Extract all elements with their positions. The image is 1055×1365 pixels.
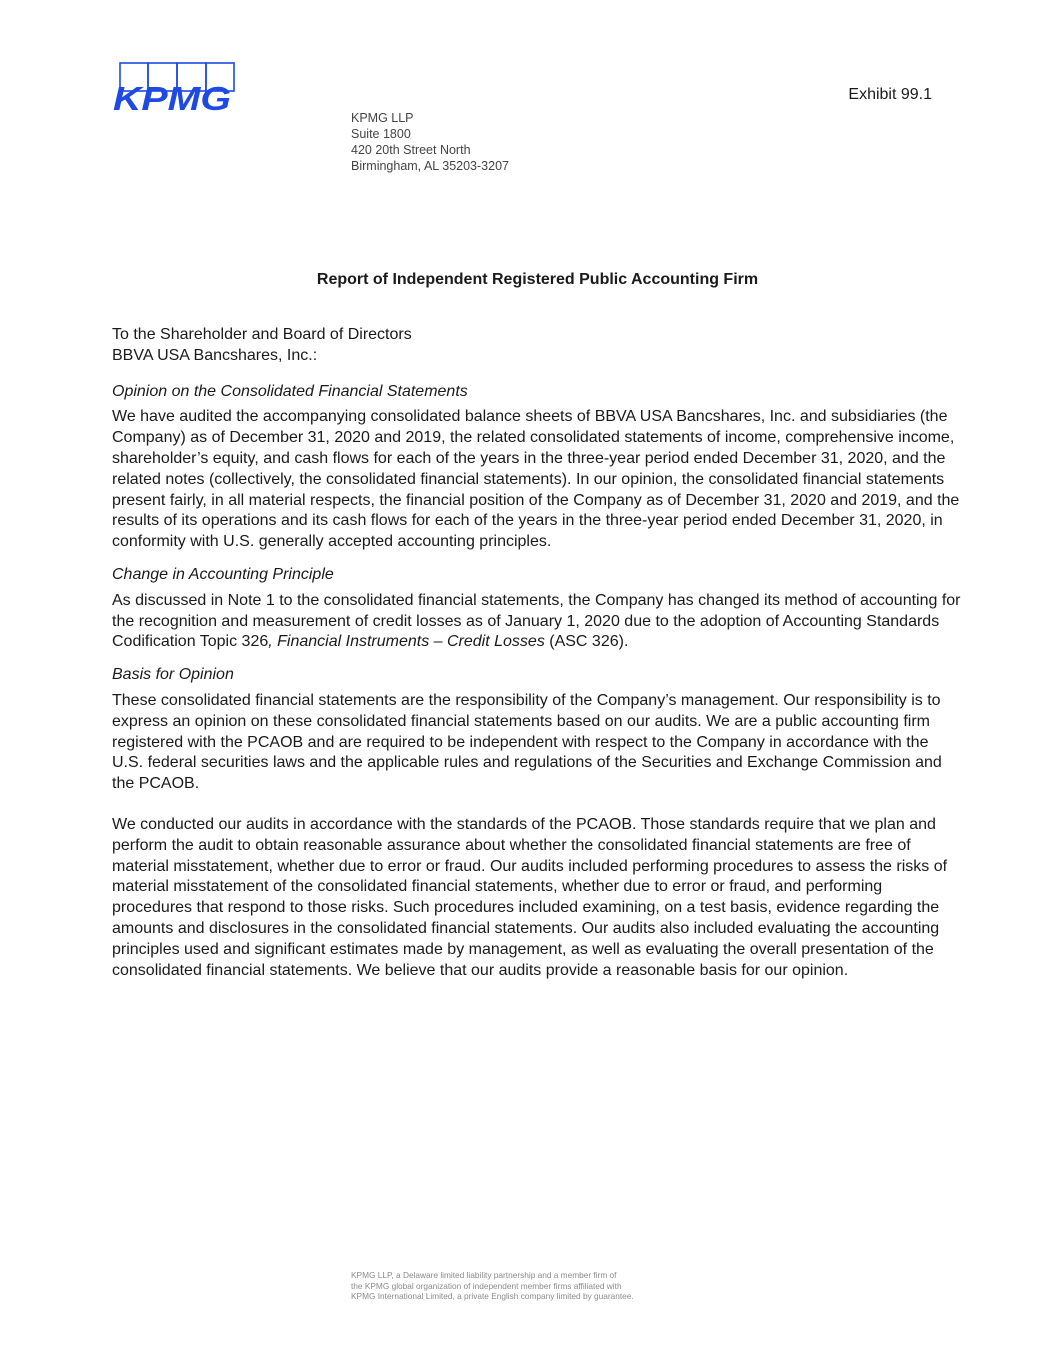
kpmg-logo bbox=[112, 62, 236, 114]
footer-legal bbox=[351, 1270, 634, 1302]
change-text-end: (ASC 326). bbox=[544, 633, 629, 651]
address-line-2: Suite 1800 bbox=[351, 127, 411, 141]
addressee-line-2: BBVA USA Bancshares, Inc.: bbox=[112, 346, 318, 364]
basis-heading: Basis for Opinion bbox=[112, 666, 234, 684]
change-heading: Change in Accounting Principle bbox=[112, 565, 334, 583]
basis-paragraph-2: We conducted our audits in accordance with the standards of the PCAOB. Those standards require that we plan and perform the audit to obtain reasonable assurance about whether the consolidated financial statements are free of material misstatement, whether due to error or fraud. Our audits included performing procedures to assess the risks of material misstatement of the consolidated financial statements, whether due to error or fraud, and performing procedures that respond to those risks. Such procedures included examining, on a test basis, evidence regarding the amounts and disclosures in the consolidated financial statements. Our audits also included evaluating the accounting principles used and significant estimates made by management, as well as evaluating the overall presentation of the consolidated financial statements. We believe that our audits provide a reasonable basis for our opinion. bbox=[112, 815, 948, 979]
change-text-italic: , Financial Instruments – Credit Losses bbox=[268, 633, 545, 651]
addressee bbox=[112, 325, 964, 367]
address-line-1: KPMG LLP bbox=[351, 111, 414, 125]
firm-address bbox=[351, 110, 509, 174]
change-paragraph bbox=[112, 591, 964, 653]
kpmg-logo-text: KPMG bbox=[113, 80, 231, 114]
address-line-4: Birmingham, AL 35203-3207 bbox=[351, 159, 509, 173]
report-body bbox=[112, 325, 964, 993]
exhibit-number: Exhibit 99.1 bbox=[848, 86, 932, 103]
opinion-heading: Opinion on the Consolidated Financial Statements bbox=[112, 382, 468, 400]
report-title: Report of Independent Registered Public Accounting Firm bbox=[316, 271, 759, 288]
basis-paragraph-1: These consolidated financial statements are the responsibility of the Company’s management. Our responsibility is to express an opinion on these consolidated financial statements based on our audits. We are a public accounting firm registered with the PCAOB and are required to be independent with respect to the Company in accordance with the U.S. federal securities laws and the applicable rules and regulations of the Securities and Exchange Commission and the PCAOB. bbox=[112, 691, 942, 793]
footer-line-2: the KPMG global organization of independent member firms affiliated with bbox=[351, 1280, 622, 1291]
addressee-line-1: To the Shareholder and Board of Directors bbox=[112, 326, 412, 343]
footer-line-1: KPMG LLP, a Delaware limited liability partnership and a member firm of bbox=[351, 1270, 617, 1280]
opinion-paragraph: We have audited the accompanying consolidated balance sheets of BBVA USA Bancshares, Inc. and subsidiaries (the Company) as of December 31, 2020 and 2019, the related consolidated statements of income, comprehensive income, shareholder’s equity, and cash flows for each of the years in the three-year period ended December 31, 2020, and the related notes (collectively, the consolidated financial statements). In our opinion, the consolidated financial statements present fairly, in all material respects, the financial position of the Company as of December 31, 2020 and 2019, and the results of its operations and its cash flows for each of the years in the three-year period ended December 31, 2020, in conformity with U.S. generally accepted accounting principles. bbox=[112, 408, 960, 551]
footer-line-3: KPMG International Limited, a private English company limited by guarantee. bbox=[351, 1291, 634, 1301]
address-line-3: 420 20th Street North bbox=[351, 143, 471, 157]
change-text-start: As discussed in Note 1 to the consolidated financial statements, the Company has changed its method of accounting for the recognition and measurement of credit losses as of January 1, 2020 due to the adoption of Accounting Standards Codification Topic 326 bbox=[112, 591, 961, 651]
